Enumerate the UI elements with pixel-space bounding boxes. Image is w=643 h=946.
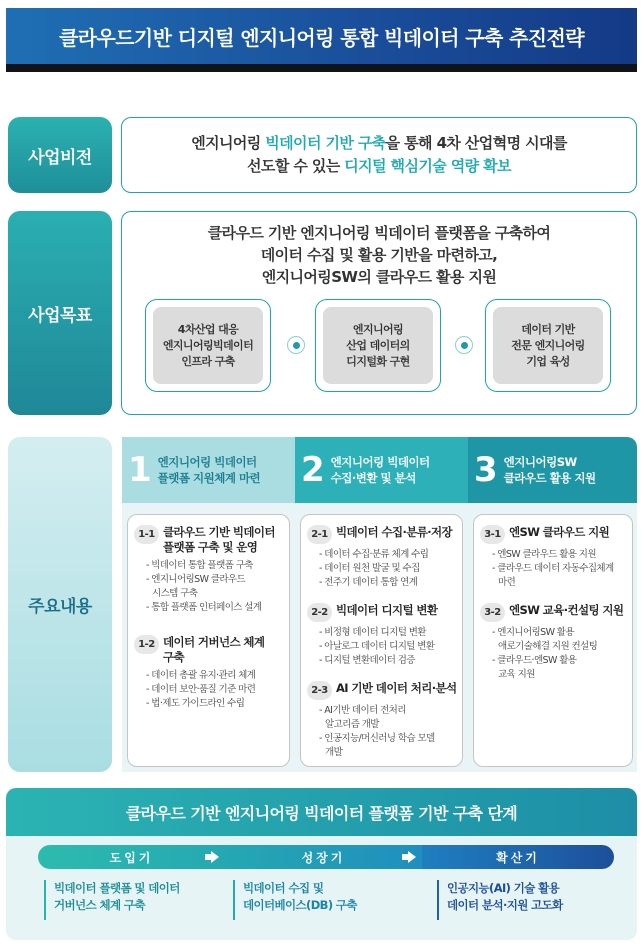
arrow-right-icon bbox=[205, 851, 219, 863]
main-label: 주요내용 bbox=[8, 437, 112, 772]
stage-step-3: 확산기 bbox=[422, 845, 614, 869]
stage-desc-3: 인공지능(AI) 기술 활용 데이터 분석·지원 고도화 bbox=[437, 880, 563, 920]
arrow-right-icon bbox=[402, 851, 416, 863]
column-box-3 bbox=[473, 514, 633, 767]
column-box-2 bbox=[300, 514, 463, 767]
goal-card-3: 데이터 기반 전문 엔지니어링 기업 육성 bbox=[485, 299, 611, 392]
task-item-3-1: 3-1 엔SW 클라우드 지원 - 엔SW 클라우드 활용 지원 - 클라우드 데이터 자동수집체계 마련 bbox=[480, 525, 628, 590]
task-number-badge: 3-2 bbox=[480, 603, 505, 622]
column-box-1 bbox=[127, 514, 290, 767]
stage-title-bar bbox=[6, 788, 637, 836]
stage-title: 클라우드 기반 엔지니어링 빅데이터 플랫폼 기반 구축 단계 bbox=[125, 803, 518, 823]
goal-label: 사업목표 bbox=[8, 211, 112, 415]
goal-card-1: 4차산업 대응 엔지니어링빅데이터 인프라 구축 bbox=[145, 299, 271, 392]
task-item-3-2: 3-2 엔SW 교육·컨설팅 지원 - 엔지니어링SW 활용 애로기술해결 지원 컨설팅 - 클라우드·엔SW 활용 교육 지원 bbox=[480, 603, 628, 682]
page-header bbox=[6, 8, 637, 72]
task-number-badge: 2-1 bbox=[307, 525, 332, 544]
page-title: 클라우드기반 디지털 엔지니어링 통합 빅데이터 구축 추진전략 bbox=[59, 25, 584, 50]
task-number-badge: 1-1 bbox=[134, 525, 159, 544]
column-header-3: 3 엔지니어링SW 클라우드 활용 지원 bbox=[468, 437, 637, 503]
task-item-2-3: 2-3 AI 기반 데이터 처리·분석 - AI기반 데이터 전처리 알고리즘 개발 - 인공지능/머신러닝 학습 모델 개발 bbox=[307, 681, 458, 760]
stage-desc-1: 빅데이터 플랫폼 및 데이터 거버넌스 체계 구축 bbox=[44, 880, 180, 920]
vision-line-1: 엔지니어링 빅데이터 기반 구축을 통해 4차 산업혁명 시대를 bbox=[191, 134, 567, 152]
plus-connector-icon bbox=[455, 336, 473, 354]
stage-desc-2: 빅데이터 수집 및 데이터베이스(DB) 구축 bbox=[233, 880, 357, 920]
task-number-badge: 3-1 bbox=[480, 525, 505, 544]
column-header-2: 2 엔지니어링 빅데이터 수집·변환 및 분석 bbox=[295, 437, 468, 503]
vision-highlight-2: 디지털 핵심기술 역량 확보 bbox=[344, 157, 511, 175]
task-number-badge: 1-2 bbox=[134, 635, 159, 654]
task-item-2-1: 2-1 빅데이터 수집·분류·저장 - 데이터 수집·분류 체계 수립 - 데이터 원천 발굴 및 수집 - 전주기 데이터 통합 연계 bbox=[307, 525, 458, 590]
stage-step-2: 성장기 bbox=[225, 845, 422, 869]
task-item-1-2: 1-2 데이터 거버넌스 체계 구축 - 데이터 총괄 유지·관리 체계 - 데이터 보안·품질 기준 마련 - 법·제도 가이드라인 수립 bbox=[134, 635, 285, 711]
task-number-badge: 2-3 bbox=[307, 681, 332, 700]
stage-step-1: 도입기 bbox=[38, 845, 225, 869]
vision-box bbox=[121, 117, 637, 193]
goal-card-2: 엔지니어링 산업 데이터의 디지털화 구현 bbox=[315, 299, 441, 392]
stage-progress-bar bbox=[38, 845, 614, 869]
column-header-1: 1 엔지니어링 빅데이터 플랫폼 지원체계 마련 bbox=[122, 437, 295, 503]
goal-statement: 클라우드 기반 엔지니어링 빅데이터 플랫폼을 구축하여 데이터 수집 및 활용 기반을 마련하고, 엔지니어링SW의 클라우드 활용 지원 bbox=[207, 224, 551, 286]
task-number-badge: 2-2 bbox=[307, 603, 332, 622]
task-item-1-1: 1-1 클라우드 기반 빅데이터 플랫폼 구축 및 운영 - 빅데이터 통합 플랫폼 구축 - 엔지니어링SW 클라우드 시스템 구축 - 통합 플랫폼 인터페이스 설계 bbox=[134, 525, 285, 615]
plus-connector-icon bbox=[287, 336, 305, 354]
vision-highlight-1: 빅데이터 기반 구축 bbox=[265, 134, 386, 152]
vision-line-2: 선도할 수 있는 디지털 핵심기술 역량 확보 bbox=[247, 157, 511, 175]
vision-label: 사업비전 bbox=[8, 117, 112, 193]
task-item-2-2: 2-2 빅데이터 디지털 변환 - 비정형 데이터 디지털 변환 - 아날로그 데이터 디지털 변환 - 디지털 변환데이터 검증 bbox=[307, 603, 458, 668]
